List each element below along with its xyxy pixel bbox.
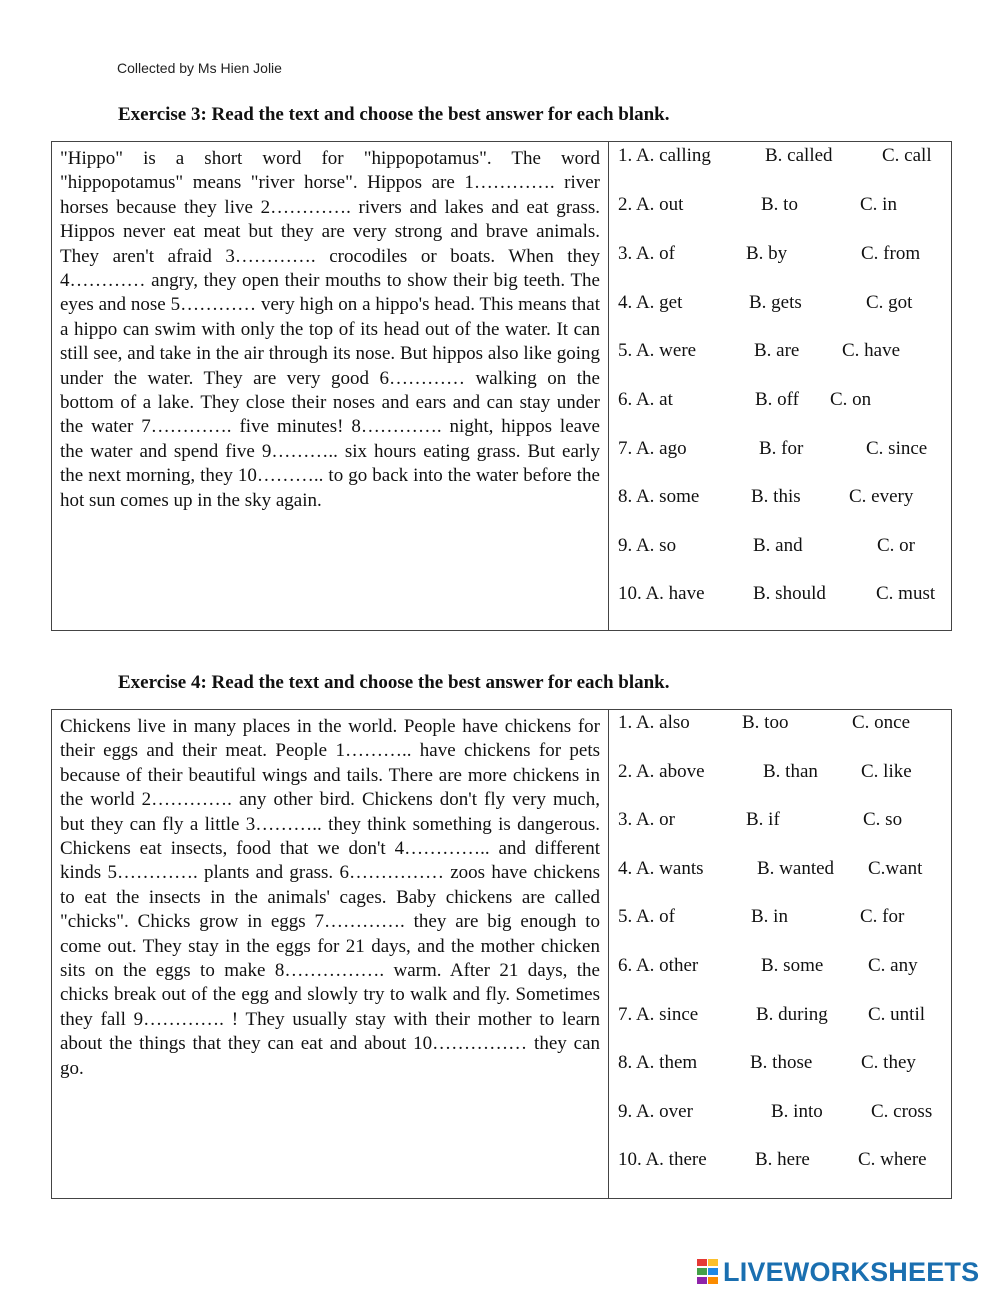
exercise-3-table xyxy=(51,141,952,631)
liveworksheets-logo-icon xyxy=(697,1259,719,1285)
option-a[interactable]: 7. A. ago xyxy=(618,438,687,459)
option-b[interactable]: B. here xyxy=(755,1149,810,1170)
option-c[interactable]: C. since xyxy=(866,438,928,459)
exercise-4-passage xyxy=(52,710,609,1198)
option-b[interactable]: B. to xyxy=(761,194,798,215)
option-c[interactable]: C. have xyxy=(842,340,901,361)
option-c[interactable]: C. on xyxy=(830,389,872,410)
option-a[interactable]: 2. A. above xyxy=(618,761,705,782)
liveworksheets-logo xyxy=(697,1255,979,1289)
option-a[interactable]: 6. A. at xyxy=(618,389,673,410)
exercise-4-title: Exercise 4: Read the text and choose the best answer for each blank. xyxy=(118,672,670,693)
exercise-3-title: Exercise 3: Read the text and choose the best answer for each blank. xyxy=(118,104,670,125)
option-b[interactable]: B. during xyxy=(756,1004,828,1025)
option-b[interactable]: B. wanted xyxy=(757,858,835,879)
exercise-3-passage xyxy=(52,142,609,630)
liveworksheets-logo-text: LIVEWORKSHEETS xyxy=(723,1256,980,1287)
option-a[interactable]: 9. A. over xyxy=(618,1101,693,1122)
option-a[interactable]: 7. A. since xyxy=(618,1004,699,1025)
option-b[interactable]: B. than xyxy=(763,761,818,782)
option-b[interactable]: B. gets xyxy=(749,292,802,313)
option-b[interactable]: B. if xyxy=(746,809,780,830)
option-a[interactable]: 1. A. calling xyxy=(618,145,711,166)
option-a[interactable]: 4. A. wants xyxy=(618,858,704,879)
option-a[interactable]: 8. A. them xyxy=(618,1052,698,1073)
option-c[interactable]: C. for xyxy=(860,906,905,927)
option-b[interactable]: B. into xyxy=(771,1101,823,1122)
credit-line: Collected by Ms Hien Jolie xyxy=(117,60,282,76)
option-c[interactable]: C. cross xyxy=(871,1101,933,1122)
option-b[interactable]: B. for xyxy=(759,438,804,459)
option-b[interactable]: B. and xyxy=(753,535,803,556)
option-a[interactable]: 10. A. there xyxy=(618,1149,707,1170)
exercise-4-options xyxy=(609,710,951,1198)
option-c[interactable]: C. in xyxy=(860,194,897,215)
option-c[interactable]: C.want xyxy=(868,858,923,879)
option-b[interactable]: B. are xyxy=(754,340,800,361)
option-b[interactable]: B. too xyxy=(742,712,789,733)
option-a[interactable]: 4. A. get xyxy=(618,292,683,313)
option-c[interactable]: C. any xyxy=(868,955,918,976)
option-a[interactable]: 3. A. of xyxy=(618,243,675,264)
option-c[interactable]: C. like xyxy=(861,761,912,782)
option-b[interactable]: B. some xyxy=(761,955,824,976)
option-a[interactable]: 5. A. of xyxy=(618,906,675,927)
option-c[interactable]: C. or xyxy=(877,535,915,556)
option-c[interactable]: C. must xyxy=(876,583,936,604)
option-b[interactable]: B. off xyxy=(755,389,799,410)
option-a[interactable]: 3. A. or xyxy=(618,809,675,830)
option-c[interactable]: C. every xyxy=(849,486,914,507)
exercise-4-passage-text: Chickens live in many places in the world. People have chickens for their eggs and their meat. People 1……….. have chickens for pets because of their beautiful wings and tails. There are more chickens in the world 2…………. any other bird. Chickens don't fly very much, but they can fly a little 3……….. they think something is dangerous. Chickens eat insects, food that we don't 4………….. and different kinds 5…………. plants and grass. 6…………… zoos have chickens to eat the insects in the animals' cages. Baby chickens are called "chicks". Chicks grow in eggs 7…………. they are big enough to come out. They stay in the eggs for 21 days, and the mother chicken sits on the eggs to make 8……………. warm. After 21 days, the chicks break out of the egg and slowly try to walk and fly. Sometimes they fall 9…………. ! They usually stay with their mother to learn about the things that they can eat and about 10…………… they can go. xyxy=(60,716,600,1079)
option-b[interactable]: B. should xyxy=(753,583,826,604)
option-a[interactable]: 2. A. out xyxy=(618,194,684,215)
option-b[interactable]: B. those xyxy=(750,1052,813,1073)
exercise-3-options xyxy=(609,142,951,630)
option-b[interactable]: B. in xyxy=(751,906,788,927)
option-b[interactable]: B. this xyxy=(751,486,801,507)
exercise-3-passage-text: "Hippo" is a short word for "hippopotamus". The word "hippopotamus" means "river horse". Hippos are 1…………. river horses because they live 2…………. rivers and lakes and eat grass. Hippos never eat meat but they are very strong and brave animals. They aren't afraid 3…………. crocodiles or boats. When they 4………… angry, they open their mouths to show their big teeth. The eyes and nose 5………… very high on a hippo's head. This means that a hippo can swim with only the top of its head out of the water. It can still see, and take in the air through its nose. But hippos also like going under the water. They are very good 6………… walking on the bottom of a lake. They close their noses and ears and can stay under the water 7…………. five minutes! 8…………. night, hippos leave the water and spend five 9……….. six hours eating grass. But early the next morning, they 10……….. to go back into the water before the hot sun comes up in the sky again. xyxy=(60,148,600,511)
option-c[interactable]: C. so xyxy=(863,809,903,830)
option-b[interactable]: B. called xyxy=(765,145,833,166)
option-c[interactable]: C. they xyxy=(861,1052,916,1073)
option-a[interactable]: 8. A. some xyxy=(618,486,700,507)
option-a[interactable]: 1. A. also xyxy=(618,712,690,733)
option-c[interactable]: C. call xyxy=(882,145,932,166)
exercise-4-table xyxy=(51,709,952,1199)
option-c[interactable]: C. where xyxy=(858,1149,927,1170)
option-a[interactable]: 10. A. have xyxy=(618,583,705,604)
option-a[interactable]: 9. A. so xyxy=(618,535,677,556)
option-b[interactable]: B. by xyxy=(746,243,788,264)
option-a[interactable]: 6. A. other xyxy=(618,955,699,976)
option-c[interactable]: C. got xyxy=(866,292,913,313)
option-a[interactable]: 5. A. were xyxy=(618,340,697,361)
option-c[interactable]: C. from xyxy=(861,243,921,264)
option-c[interactable]: C. once xyxy=(852,712,911,733)
option-c[interactable]: C. until xyxy=(868,1004,926,1025)
